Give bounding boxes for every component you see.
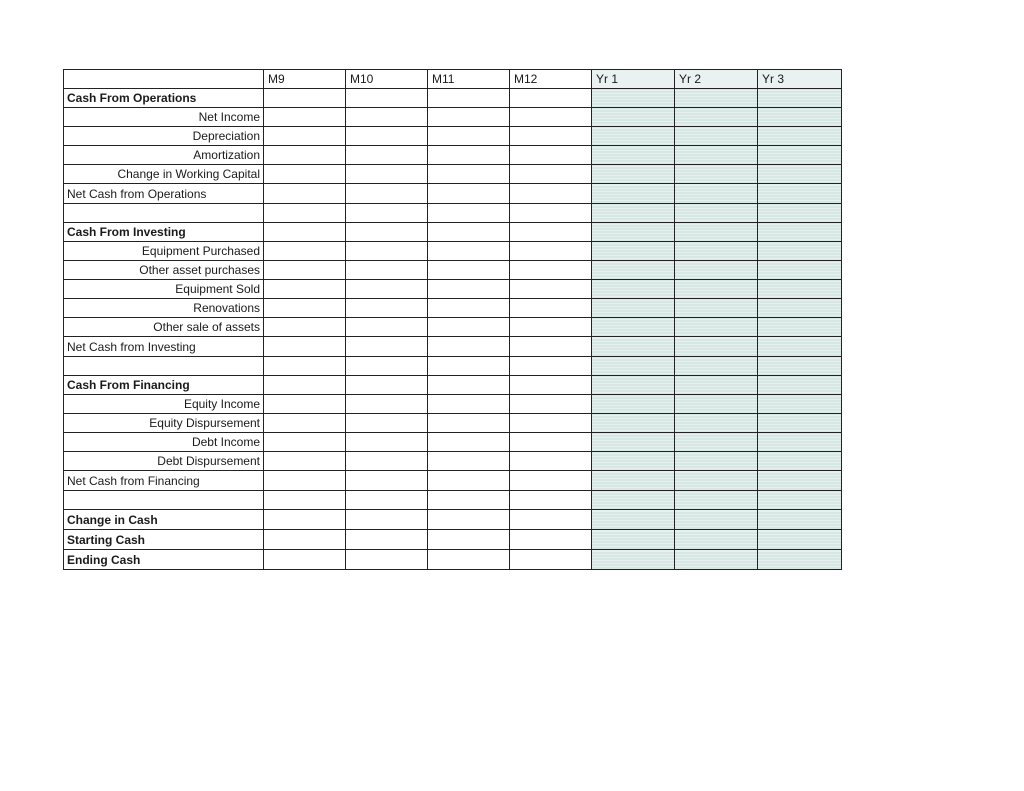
value-cell[interactable] <box>592 242 675 261</box>
table-row <box>64 550 842 570</box>
value-cell[interactable] <box>592 261 675 280</box>
value-cell[interactable] <box>510 204 592 223</box>
value-cell[interactable] <box>758 280 842 299</box>
value-cell[interactable] <box>758 357 842 376</box>
value-cell[interactable] <box>510 280 592 299</box>
value-cell[interactable] <box>592 108 675 127</box>
value-cell[interactable] <box>510 146 592 165</box>
sheet-body <box>64 70 842 570</box>
value-cell[interactable] <box>346 337 428 357</box>
value-cell[interactable] <box>510 108 592 127</box>
value-cell[interactable] <box>346 395 428 414</box>
value-cell[interactable] <box>592 433 675 452</box>
value-cell[interactable] <box>428 414 510 433</box>
value-cell[interactable] <box>264 471 346 491</box>
value-cell[interactable] <box>346 204 428 223</box>
value-cell[interactable] <box>758 242 842 261</box>
value-cell[interactable] <box>758 108 842 127</box>
row-label[interactable]: Net Income <box>64 108 264 127</box>
value-cell[interactable] <box>510 376 592 395</box>
value-cell[interactable] <box>264 550 346 570</box>
value-cell[interactable] <box>346 530 428 550</box>
value-cell[interactable] <box>346 261 428 280</box>
value-cell[interactable] <box>592 530 675 550</box>
value-cell[interactable] <box>675 299 758 318</box>
row-label[interactable]: Equity Dispursement <box>64 414 264 433</box>
value-cell[interactable] <box>675 127 758 146</box>
value-cell[interactable] <box>264 433 346 452</box>
value-cell[interactable] <box>510 530 592 550</box>
value-cell[interactable] <box>346 318 428 337</box>
value-cell[interactable] <box>346 414 428 433</box>
value-cell[interactable] <box>592 550 675 570</box>
value-cell[interactable] <box>592 318 675 337</box>
value-cell[interactable] <box>758 165 842 184</box>
value-cell[interactable] <box>592 184 675 204</box>
table-row <box>64 280 842 299</box>
column-header-m11[interactable]: M11 <box>428 70 510 89</box>
value-cell[interactable] <box>758 318 842 337</box>
table-row <box>64 452 842 471</box>
value-cell[interactable] <box>428 337 510 357</box>
value-cell[interactable] <box>758 510 842 530</box>
row-label[interactable]: Net Cash from Operations <box>64 184 264 204</box>
value-cell[interactable] <box>428 452 510 471</box>
table-row <box>64 242 842 261</box>
value-cell[interactable] <box>264 146 346 165</box>
value-cell[interactable] <box>510 184 592 204</box>
value-cell[interactable] <box>428 204 510 223</box>
row-label[interactable]: Amortization <box>64 146 264 165</box>
value-cell[interactable] <box>264 299 346 318</box>
value-cell[interactable] <box>592 510 675 530</box>
value-cell[interactable] <box>510 223 592 242</box>
value-cell[interactable] <box>264 184 346 204</box>
value-cell[interactable] <box>592 414 675 433</box>
row-label[interactable]: Cash From Financing <box>64 376 264 395</box>
value-cell[interactable] <box>428 550 510 570</box>
value-cell[interactable] <box>510 261 592 280</box>
row-label[interactable]: Other sale of assets <box>64 318 264 337</box>
value-cell[interactable] <box>675 433 758 452</box>
value-cell[interactable] <box>675 357 758 376</box>
value-cell[interactable] <box>264 242 346 261</box>
value-cell[interactable] <box>675 184 758 204</box>
value-cell[interactable] <box>264 89 346 108</box>
value-cell[interactable] <box>675 242 758 261</box>
value-cell[interactable] <box>428 510 510 530</box>
value-cell[interactable] <box>675 204 758 223</box>
value-cell[interactable] <box>346 184 428 204</box>
value-cell[interactable] <box>428 299 510 318</box>
value-cell[interactable] <box>675 491 758 510</box>
row-label[interactable]: Ending Cash <box>64 550 264 570</box>
value-cell[interactable] <box>675 146 758 165</box>
value-cell[interactable] <box>428 108 510 127</box>
column-header-m10[interactable]: M10 <box>346 70 428 89</box>
value-cell[interactable] <box>758 299 842 318</box>
value-cell[interactable] <box>675 89 758 108</box>
value-cell[interactable] <box>758 337 842 357</box>
value-cell[interactable] <box>428 165 510 184</box>
value-cell[interactable] <box>675 414 758 433</box>
value-cell[interactable] <box>592 299 675 318</box>
value-cell[interactable] <box>428 280 510 299</box>
value-cell[interactable] <box>510 318 592 337</box>
value-cell[interactable] <box>264 452 346 471</box>
value-cell[interactable] <box>428 261 510 280</box>
row-label[interactable]: Cash From Investing <box>64 223 264 242</box>
value-cell[interactable] <box>758 491 842 510</box>
value-cell[interactable] <box>264 261 346 280</box>
value-cell[interactable] <box>428 223 510 242</box>
header-row <box>64 70 842 89</box>
column-header-yr-2[interactable]: Yr 2 <box>675 70 758 89</box>
value-cell[interactable] <box>264 108 346 127</box>
value-cell[interactable] <box>264 510 346 530</box>
value-cell[interactable] <box>675 376 758 395</box>
value-cell[interactable] <box>264 357 346 376</box>
value-cell[interactable] <box>264 376 346 395</box>
value-cell[interactable] <box>264 127 346 146</box>
column-header-yr-1[interactable]: Yr 1 <box>592 70 675 89</box>
row-label[interactable]: Change in Working Capital <box>64 165 264 184</box>
value-cell[interactable] <box>675 261 758 280</box>
value-cell[interactable] <box>592 452 675 471</box>
table-row <box>64 395 842 414</box>
value-cell[interactable] <box>346 89 428 108</box>
value-cell[interactable] <box>428 242 510 261</box>
value-cell[interactable] <box>346 299 428 318</box>
value-cell[interactable] <box>758 414 842 433</box>
value-cell[interactable] <box>592 89 675 108</box>
table-row <box>64 376 842 395</box>
value-cell[interactable] <box>592 395 675 414</box>
value-cell[interactable] <box>264 280 346 299</box>
value-cell[interactable] <box>592 165 675 184</box>
row-label[interactable]: Debt Income <box>64 433 264 452</box>
table-row <box>64 510 842 530</box>
value-cell[interactable] <box>758 433 842 452</box>
value-cell[interactable] <box>592 204 675 223</box>
table-row <box>64 318 842 337</box>
value-cell[interactable] <box>592 376 675 395</box>
value-cell[interactable] <box>264 414 346 433</box>
value-cell[interactable] <box>758 146 842 165</box>
value-cell[interactable] <box>264 530 346 550</box>
value-cell[interactable] <box>510 395 592 414</box>
value-cell[interactable] <box>675 337 758 357</box>
value-cell[interactable] <box>346 357 428 376</box>
value-cell[interactable] <box>510 491 592 510</box>
value-cell[interactable] <box>264 318 346 337</box>
value-cell[interactable] <box>675 510 758 530</box>
row-label[interactable]: Equity Income <box>64 395 264 414</box>
value-cell[interactable] <box>428 471 510 491</box>
column-header-m9[interactable]: M9 <box>264 70 346 89</box>
column-header-yr-3[interactable]: Yr 3 <box>758 70 842 89</box>
value-cell[interactable] <box>510 89 592 108</box>
table-row <box>64 223 842 242</box>
value-cell[interactable] <box>346 433 428 452</box>
value-cell[interactable] <box>592 357 675 376</box>
value-cell[interactable] <box>264 165 346 184</box>
value-cell[interactable] <box>510 471 592 491</box>
value-cell[interactable] <box>675 280 758 299</box>
value-cell[interactable] <box>510 337 592 357</box>
value-cell[interactable] <box>428 146 510 165</box>
value-cell[interactable] <box>510 299 592 318</box>
value-cell[interactable] <box>346 242 428 261</box>
row-label[interactable]: Depreciation <box>64 127 264 146</box>
value-cell[interactable] <box>428 530 510 550</box>
table-row <box>64 337 842 357</box>
value-cell[interactable] <box>675 223 758 242</box>
value-cell[interactable] <box>758 89 842 108</box>
value-cell[interactable] <box>346 471 428 491</box>
value-cell[interactable] <box>428 395 510 414</box>
value-cell[interactable] <box>758 376 842 395</box>
row-label[interactable]: Debt Dispursement <box>64 452 264 471</box>
value-cell[interactable] <box>758 395 842 414</box>
value-cell[interactable] <box>758 261 842 280</box>
value-cell[interactable] <box>592 337 675 357</box>
value-cell[interactable] <box>346 165 428 184</box>
value-cell[interactable] <box>428 491 510 510</box>
value-cell[interactable] <box>675 530 758 550</box>
value-cell[interactable] <box>510 242 592 261</box>
row-label-empty[interactable] <box>64 204 264 223</box>
value-cell[interactable] <box>675 550 758 570</box>
value-cell[interactable] <box>675 471 758 491</box>
value-cell[interactable] <box>346 452 428 471</box>
table-row <box>64 204 842 223</box>
value-cell[interactable] <box>510 127 592 146</box>
value-cell[interactable] <box>758 530 842 550</box>
value-cell[interactable] <box>510 550 592 570</box>
cash-flow-sheet <box>63 69 842 570</box>
value-cell[interactable] <box>758 127 842 146</box>
row-label[interactable]: Net Cash from Investing <box>64 337 264 357</box>
value-cell[interactable] <box>510 452 592 471</box>
value-cell[interactable] <box>346 491 428 510</box>
value-cell[interactable] <box>758 184 842 204</box>
table-row <box>64 433 842 452</box>
value-cell[interactable] <box>346 550 428 570</box>
value-cell[interactable] <box>264 491 346 510</box>
value-cell[interactable] <box>510 414 592 433</box>
value-cell[interactable] <box>675 452 758 471</box>
value-cell[interactable] <box>346 223 428 242</box>
row-label[interactable]: Change in Cash <box>64 510 264 530</box>
value-cell[interactable] <box>675 395 758 414</box>
value-cell[interactable] <box>510 357 592 376</box>
value-cell[interactable] <box>346 376 428 395</box>
header-blank-cell[interactable] <box>64 70 264 89</box>
table-row <box>64 491 842 510</box>
row-label[interactable]: Starting Cash <box>64 530 264 550</box>
value-cell[interactable] <box>428 376 510 395</box>
row-label-empty[interactable] <box>64 491 264 510</box>
row-label[interactable]: Net Cash from Financing <box>64 471 264 491</box>
value-cell[interactable] <box>675 108 758 127</box>
value-cell[interactable] <box>758 452 842 471</box>
value-cell[interactable] <box>428 318 510 337</box>
value-cell[interactable] <box>675 318 758 337</box>
value-cell[interactable] <box>346 280 428 299</box>
table-row <box>64 165 842 184</box>
row-label-empty[interactable] <box>64 357 264 376</box>
table-row <box>64 127 842 146</box>
value-cell[interactable] <box>758 471 842 491</box>
table-row <box>64 357 842 376</box>
value-cell[interactable] <box>592 471 675 491</box>
value-cell[interactable] <box>428 433 510 452</box>
row-label[interactable]: Renovations <box>64 299 264 318</box>
value-cell[interactable] <box>592 280 675 299</box>
value-cell[interactable] <box>346 146 428 165</box>
table-row <box>64 108 842 127</box>
row-label[interactable]: Equipment Sold <box>64 280 264 299</box>
value-cell[interactable] <box>592 223 675 242</box>
column-header-m12[interactable]: M12 <box>510 70 592 89</box>
value-cell[interactable] <box>758 550 842 570</box>
value-cell[interactable] <box>346 127 428 146</box>
row-label[interactable]: Other asset purchases <box>64 261 264 280</box>
value-cell[interactable] <box>264 204 346 223</box>
value-cell[interactable] <box>510 165 592 184</box>
table-row <box>64 299 842 318</box>
table-row <box>64 530 842 550</box>
table-row <box>64 414 842 433</box>
value-cell[interactable] <box>346 510 428 530</box>
table-row <box>64 89 842 108</box>
table-row <box>64 184 842 204</box>
row-label[interactable]: Equipment Purchased <box>64 242 264 261</box>
value-cell[interactable] <box>510 433 592 452</box>
value-cell[interactable] <box>428 89 510 108</box>
value-cell[interactable] <box>428 184 510 204</box>
value-cell[interactable] <box>428 357 510 376</box>
value-cell[interactable] <box>675 165 758 184</box>
table-row <box>64 146 842 165</box>
value-cell[interactable] <box>592 491 675 510</box>
value-cell[interactable] <box>758 204 842 223</box>
value-cell[interactable] <box>510 510 592 530</box>
value-cell[interactable] <box>592 146 675 165</box>
value-cell[interactable] <box>428 127 510 146</box>
table-row <box>64 471 842 491</box>
value-cell[interactable] <box>264 395 346 414</box>
value-cell[interactable] <box>264 337 346 357</box>
value-cell[interactable] <box>592 127 675 146</box>
value-cell[interactable] <box>264 223 346 242</box>
value-cell[interactable] <box>346 108 428 127</box>
table-row <box>64 261 842 280</box>
row-label[interactable]: Cash From Operations <box>64 89 264 108</box>
value-cell[interactable] <box>758 223 842 242</box>
